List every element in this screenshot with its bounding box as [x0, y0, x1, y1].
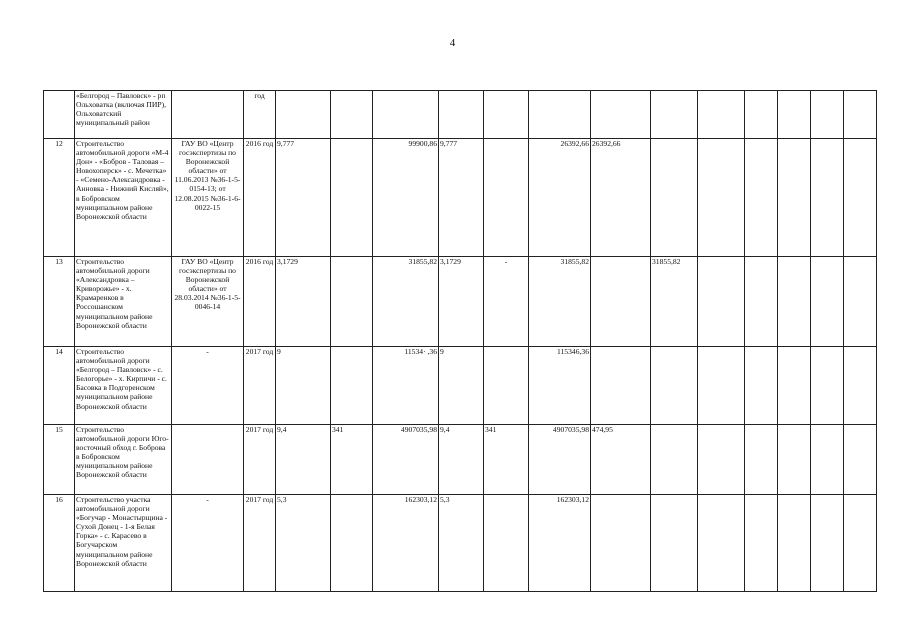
empty-cell — [844, 425, 877, 495]
object-name-cell: Строительство автомобильной дороги «М-4 Дон» - «Бобров - Таловая – Новохоперск» - с. Мечетка» - «Семено-Александровка - Анновка - Нижний Кисляй», в Бобровском муниципальном районе Воронежской области — [75, 139, 172, 257]
empty-cell — [844, 347, 877, 425]
remaining-cost-cell: 31855,82 — [529, 257, 591, 347]
estimated-cost-cell: 31855,82 — [373, 257, 439, 347]
empty-cell — [811, 91, 844, 139]
empty-cell — [811, 257, 844, 347]
table-row — [44, 139, 877, 257]
object-name-cell: Строительство автомобильной дороги «Белгород – Павловск» - с. Белогорье» - х. Кирпичи - с. Басовка в Подгоренском муниципальном районе Воронежской области — [75, 347, 172, 425]
length-remaining-cell: 9,777 — [439, 139, 484, 257]
empty-cell — [811, 425, 844, 495]
funding-2017-cell — [651, 425, 698, 495]
object-name-cell: Строительство участка автомобильной дороги «Богучар - Монастырщина - Сухой Донец - 1-я Белая Горка» - с. Карасево в Богучарском муниципальном районе Воронежской области — [75, 495, 172, 592]
funding-2016-cell: 26392,66 — [591, 139, 651, 257]
table-row — [44, 91, 877, 139]
funding-2017-cell — [651, 495, 698, 592]
remaining-cost-cell: 26392,66 — [529, 139, 591, 257]
expertise-cell — [172, 425, 244, 495]
funding-2018-cell — [698, 139, 745, 257]
estimated-cost-cell — [373, 91, 439, 139]
empty-cell — [745, 139, 778, 257]
expertise-cell: ГАУ ВО «Центр госэкспертизы по Воронежской области» от 28.03.2014 №36-1-5-0046-14 — [172, 257, 244, 347]
length-km-cell: 9,4 — [276, 425, 331, 495]
funding-2017-cell: 31855,82 — [651, 257, 698, 347]
length-km-cell: 9 — [276, 347, 331, 425]
expertise-cell — [172, 91, 244, 139]
empty-cell — [844, 91, 877, 139]
funding-2016-cell — [591, 347, 651, 425]
funding-2017-cell — [651, 91, 698, 139]
estimated-cost-cell: 4907035,98 — [373, 425, 439, 495]
empty-cell — [811, 347, 844, 425]
expertise-cell: ГАУ ВО «Центр госэкспертизы по Воронежской области» от 11.06.2013 №36-1-5-0154-13; от 12.08.2015 №36-1-6-0022-15 — [172, 139, 244, 257]
table-row — [44, 425, 877, 495]
empty-cell — [778, 91, 811, 139]
empty-cell — [778, 257, 811, 347]
year-cell: год — [244, 91, 276, 139]
funding-2016-cell — [591, 257, 651, 347]
bridge-length-cell — [331, 139, 373, 257]
bridge-remaining-cell — [484, 347, 529, 425]
bridge-remaining-cell — [484, 139, 529, 257]
year-cell: 2017 год — [244, 425, 276, 495]
length-km-cell: 3,1729 — [276, 257, 331, 347]
bridge-length-cell — [331, 495, 373, 592]
funding-2016-cell: 474,95 — [591, 425, 651, 495]
length-remaining-cell: 9,4 — [439, 425, 484, 495]
funding-2018-cell — [698, 347, 745, 425]
funding-2017-cell — [651, 139, 698, 257]
investment-table — [43, 90, 877, 592]
object-name-cell: Строительство автомобильной дороги «Александровка – Криворожье» - х. Крамаренков в Россошанском муниципальном районе Воронежской области — [75, 257, 172, 347]
row-number-cell: 15 — [44, 425, 75, 495]
empty-cell — [778, 347, 811, 425]
expertise-cell: - — [172, 495, 244, 592]
empty-cell — [844, 257, 877, 347]
bridge-length-cell — [331, 91, 373, 139]
empty-cell — [745, 257, 778, 347]
year-cell: 2016 год — [244, 257, 276, 347]
bridge-remaining-cell — [484, 91, 529, 139]
table-row — [44, 495, 877, 592]
table-row — [44, 257, 877, 347]
length-remaining-cell: 9 — [439, 347, 484, 425]
funding-2018-cell — [698, 91, 745, 139]
empty-cell — [745, 91, 778, 139]
funding-2018-cell — [698, 425, 745, 495]
year-cell: 2017 год — [244, 495, 276, 592]
bridge-remaining-cell: 341 — [484, 425, 529, 495]
expertise-cell: - — [172, 347, 244, 425]
table-row — [44, 347, 877, 425]
row-number-cell: 14 — [44, 347, 75, 425]
row-number-cell: 13 — [44, 257, 75, 347]
estimated-cost-cell: 11534· ,36 — [373, 347, 439, 425]
year-cell: 2017 год — [244, 347, 276, 425]
estimated-cost-cell: 99900,86 — [373, 139, 439, 257]
bridge-remaining-cell — [484, 495, 529, 592]
empty-cell — [745, 425, 778, 495]
empty-cell — [811, 139, 844, 257]
bridge-length-cell — [331, 347, 373, 425]
bridge-remaining-cell: - — [484, 257, 529, 347]
length-remaining-cell: 3,1729 — [439, 257, 484, 347]
length-km-cell — [276, 91, 331, 139]
funding-2017-cell — [651, 347, 698, 425]
empty-cell — [844, 139, 877, 257]
length-km-cell: 9,777 — [276, 139, 331, 257]
bridge-length-cell: 341 — [331, 425, 373, 495]
length-km-cell: 5,3 — [276, 495, 331, 592]
empty-cell — [844, 495, 877, 592]
row-number-cell — [44, 91, 75, 139]
page-number: 4 — [449, 37, 456, 49]
empty-cell — [778, 495, 811, 592]
empty-cell — [745, 495, 778, 592]
funding-2018-cell — [698, 495, 745, 592]
empty-cell — [778, 139, 811, 257]
remaining-cost-cell: 4907035,98 — [529, 425, 591, 495]
remaining-cost-cell — [529, 91, 591, 139]
bridge-length-cell — [331, 257, 373, 347]
remaining-cost-cell: 115346,36 — [529, 347, 591, 425]
funding-2016-cell — [591, 495, 651, 592]
funding-2016-cell — [591, 91, 651, 139]
row-number-cell: 16 — [44, 495, 75, 592]
object-name-cell: Строительство автомобильной дороги Юго-восточный обход г. Боброва в Бобровском муниципальном районе Воронежской области — [75, 425, 172, 495]
funding-2018-cell — [698, 257, 745, 347]
empty-cell — [778, 425, 811, 495]
row-number-cell: 12 — [44, 139, 75, 257]
length-remaining-cell — [439, 91, 484, 139]
estimated-cost-cell: 162303,12 — [373, 495, 439, 592]
object-name-cell: «Белгород – Павловск» - рп Ольховатка (включая ПИР), Ольховатский муниципальный район — [75, 91, 172, 139]
remaining-cost-cell: 162303,12 — [529, 495, 591, 592]
year-cell: 2016 год — [244, 139, 276, 257]
length-remaining-cell: 5,3 — [439, 495, 484, 592]
empty-cell — [811, 495, 844, 592]
empty-cell — [745, 347, 778, 425]
